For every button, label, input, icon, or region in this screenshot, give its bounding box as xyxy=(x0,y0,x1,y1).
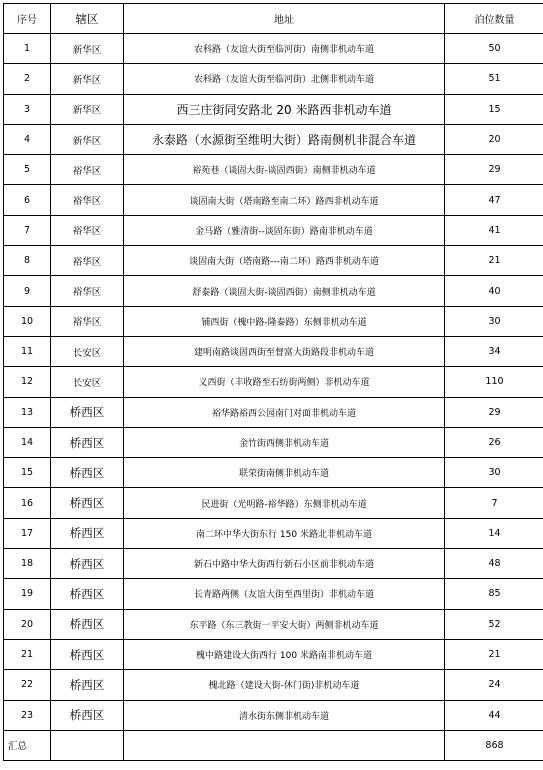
row-district: 新华区 xyxy=(51,94,124,124)
row-number: 15 xyxy=(4,458,51,488)
row-number: 7 xyxy=(4,215,51,245)
row-district: 桥西区 xyxy=(51,700,124,730)
table-row xyxy=(4,246,543,276)
row-number: 9 xyxy=(4,276,51,306)
row-address: 舒泰路（谈固大街-谈固西街）南侧非机动车道 xyxy=(124,276,445,306)
row-count: 30 xyxy=(445,306,543,336)
table-row xyxy=(4,124,543,154)
row-number: 11 xyxy=(4,336,51,366)
row-address: 新石中路中华大街西行新石小区前非机动车道 xyxy=(124,549,445,579)
row-district: 新华区 xyxy=(51,64,124,94)
header-no: 序号 xyxy=(4,4,51,34)
row-district: 裕华区 xyxy=(51,185,124,215)
row-number: 17 xyxy=(4,518,51,548)
row-district: 裕华区 xyxy=(51,246,124,276)
table-row xyxy=(4,397,543,427)
row-count: 85 xyxy=(445,579,543,609)
parking-table xyxy=(3,3,543,761)
table-row xyxy=(4,34,543,64)
row-address: 农科路（友谊大街至临河街）北侧非机动车道 xyxy=(124,64,445,94)
row-number: 10 xyxy=(4,306,51,336)
row-count: 40 xyxy=(445,276,543,306)
total-district-empty xyxy=(51,730,124,760)
table-row xyxy=(4,94,543,124)
row-number: 1 xyxy=(4,34,51,64)
row-address: 长青路两侧（友谊大街至西里街）非机动车道 xyxy=(124,579,445,609)
row-district: 桥西区 xyxy=(51,609,124,639)
total-count: 868 xyxy=(445,730,543,760)
row-district: 裕华区 xyxy=(51,276,124,306)
row-district: 桥西区 xyxy=(51,427,124,457)
row-district: 裕华区 xyxy=(51,306,124,336)
row-count: 34 xyxy=(445,336,543,366)
row-number: 2 xyxy=(4,64,51,94)
row-address: 铺西街（槐中路-隆泰路）东侧非机动车道 xyxy=(124,306,445,336)
row-count: 21 xyxy=(445,639,543,669)
row-count: 44 xyxy=(445,700,543,730)
row-address: 金竹街西侧非机动车道 xyxy=(124,427,445,457)
table-row xyxy=(4,518,543,548)
row-count: 30 xyxy=(445,458,543,488)
row-address: 联荣街南侧非机动车道 xyxy=(124,458,445,488)
table-row xyxy=(4,215,543,245)
row-district: 新华区 xyxy=(51,124,124,154)
row-count: 15 xyxy=(445,94,543,124)
row-count: 26 xyxy=(445,427,543,457)
table-row xyxy=(4,367,543,397)
row-address: 建明南路谈固西街至督富大街路段非机动车道 xyxy=(124,336,445,366)
table-row xyxy=(4,336,543,366)
row-district: 桥西区 xyxy=(51,670,124,700)
table-row xyxy=(4,488,543,518)
row-number: 5 xyxy=(4,155,51,185)
row-number: 16 xyxy=(4,488,51,518)
row-address: 清水街东侧非机动车道 xyxy=(124,700,445,730)
header-address: 地址 xyxy=(124,4,445,34)
row-address: 西三庄街同安路北 20 米路西非机动车道 xyxy=(124,94,445,124)
table-row xyxy=(4,306,543,336)
row-count: 41 xyxy=(445,215,543,245)
row-count: 48 xyxy=(445,549,543,579)
row-district: 桥西区 xyxy=(51,579,124,609)
row-address: 谈固南大街（塔南路至南二环）路西非机动车道 xyxy=(124,185,445,215)
row-number: 21 xyxy=(4,639,51,669)
row-address: 永泰路（水源街至维明大街）路南侧机非混合车道 xyxy=(124,124,445,154)
table-row xyxy=(4,609,543,639)
total-address-empty xyxy=(124,730,445,760)
row-count: 51 xyxy=(445,64,543,94)
row-address: 东平路（东三教街一平安大街）两侧非机动车道 xyxy=(124,609,445,639)
row-district: 桥西区 xyxy=(51,549,124,579)
table-row xyxy=(4,64,543,94)
header-count: 泊位数量 xyxy=(445,4,543,34)
row-address: 裕苑巷（谈固大街-谈固西街）南侧非机动车道 xyxy=(124,155,445,185)
table-row xyxy=(4,185,543,215)
row-count: 29 xyxy=(445,155,543,185)
row-number: 3 xyxy=(4,94,51,124)
row-count: 14 xyxy=(445,518,543,548)
row-address: 谈固南大街（塔南路---南二环）路西非机动车道 xyxy=(124,246,445,276)
table-header xyxy=(4,4,543,34)
row-count: 20 xyxy=(445,124,543,154)
table-row xyxy=(4,549,543,579)
row-district: 桥西区 xyxy=(51,518,124,548)
row-number: 23 xyxy=(4,700,51,730)
table-row xyxy=(4,276,543,306)
row-address: 裕华路裕西公园南门对面非机动车道 xyxy=(124,397,445,427)
row-number: 18 xyxy=(4,549,51,579)
row-district: 桥西区 xyxy=(51,458,124,488)
row-district: 裕华区 xyxy=(51,215,124,245)
row-address: 槐北路（建设大街-休门街)非机动车道 xyxy=(124,670,445,700)
row-district: 桥西区 xyxy=(51,488,124,518)
header-row xyxy=(4,4,543,34)
total-row xyxy=(4,730,543,760)
row-count: 29 xyxy=(445,397,543,427)
row-address: 南二环中华大街东行 150 米路北非机动车道 xyxy=(124,518,445,548)
row-district: 长安区 xyxy=(51,336,124,366)
row-number: 6 xyxy=(4,185,51,215)
row-number: 20 xyxy=(4,609,51,639)
row-count: 47 xyxy=(445,185,543,215)
row-number: 4 xyxy=(4,124,51,154)
row-count: 21 xyxy=(445,246,543,276)
row-number: 19 xyxy=(4,579,51,609)
header-district: 辖区 xyxy=(51,4,124,34)
table-row xyxy=(4,458,543,488)
row-address: 民进街（光明路-裕华路）东侧非机动车道 xyxy=(124,488,445,518)
row-district: 桥西区 xyxy=(51,397,124,427)
row-district: 新华区 xyxy=(51,34,124,64)
total-label: 汇总 xyxy=(4,730,51,760)
row-address: 农科路（友谊大街至临河街）南侧非机动车道 xyxy=(124,34,445,64)
row-number: 8 xyxy=(4,246,51,276)
table-body xyxy=(4,34,543,731)
row-count: 52 xyxy=(445,609,543,639)
row-count: 7 xyxy=(445,488,543,518)
row-count: 110 xyxy=(445,367,543,397)
row-district: 裕华区 xyxy=(51,155,124,185)
row-district: 长安区 xyxy=(51,367,124,397)
row-address: 金马路（雅清街--谈固东街）路南非机动车道 xyxy=(124,215,445,245)
row-address: 义西街（丰收路至石纺街两侧）非机动车道 xyxy=(124,367,445,397)
row-number: 14 xyxy=(4,427,51,457)
table-footer xyxy=(4,730,543,760)
row-address: 槐中路建设大街西行 100 米路南非机动车道 xyxy=(124,639,445,669)
table-row xyxy=(4,670,543,700)
table-row xyxy=(4,155,543,185)
table-row xyxy=(4,639,543,669)
row-number: 22 xyxy=(4,670,51,700)
row-count: 50 xyxy=(445,34,543,64)
row-district: 桥西区 xyxy=(51,639,124,669)
row-number: 12 xyxy=(4,367,51,397)
row-number: 13 xyxy=(4,397,51,427)
table-row xyxy=(4,700,543,730)
row-count: 24 xyxy=(445,670,543,700)
table-row xyxy=(4,579,543,609)
table-row xyxy=(4,427,543,457)
